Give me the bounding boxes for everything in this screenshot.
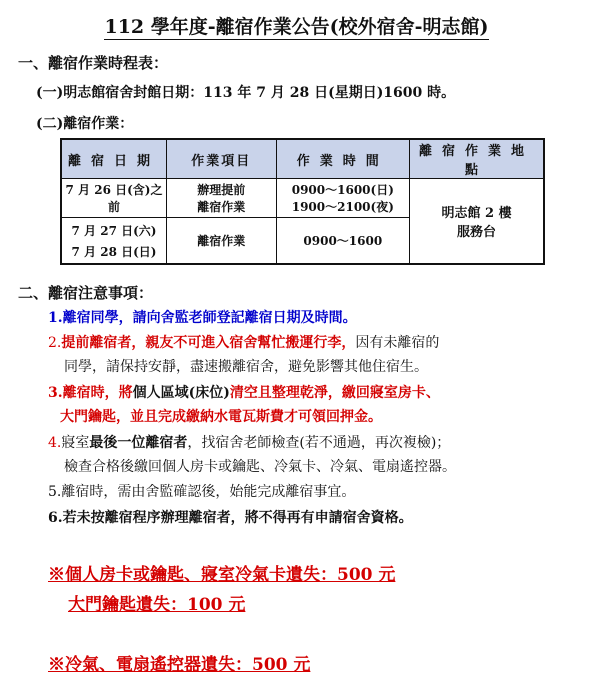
header-item: 作業項目 <box>167 139 276 179</box>
note-2: 2.提前離宿者，親友不可進入宿舍幫忙搬運行李，因有未離宿的 <box>48 335 440 351</box>
row1-date: 7 月 26 日(含)之前 <box>61 179 167 218</box>
note-1: 1.離宿同學，請向舍監老師登記離宿日期及時間。 <box>48 310 357 326</box>
note-3: 3.離宿時，將個人區域(床位)清空且整理乾淨，繳回寢室房卡、 <box>48 385 440 401</box>
closing-date: (一)明志館宿舍封館日期：113 年 7 月 28 日(星期日)1600 時。 <box>36 85 456 101</box>
note-5: 5.離宿時，需由舍監確認後，始能完成離宿事宜。 <box>48 484 356 500</box>
note-2-cont: 同學，請保持安靜，盡速搬離宿舍，避免影響其他住宿生。 <box>64 359 428 375</box>
row1-item: 辦理提前 離宿作業 <box>167 179 276 218</box>
schedule-table <box>60 138 545 265</box>
row2-item: 離宿作業 <box>167 218 276 265</box>
row2-date: 7 月 27 日(六) 7 月 28 日(日) <box>61 218 167 265</box>
fee-warning-1: ※個人房卡或鑰匙、寢室冷氣卡遺失：500 元 <box>48 565 396 585</box>
location-cell: 明志館 2 樓 服務台 <box>410 179 544 265</box>
row1-time: 0900～1600(日) 1900～2100(夜) <box>276 179 410 218</box>
page-title: 112 學年度-離宿作業公告(校外宿舍-明志館) <box>104 16 489 38</box>
section2-heading: 二、離宿注意事項： <box>18 284 154 302</box>
note-4: 4.寢室最後一位離宿者，找宿舍老師檢查(若不通過，再次複檢)； <box>48 435 451 451</box>
leaving-ops-label: (二)離宿作業： <box>36 116 134 132</box>
fee-warning-3: ※冷氣、電扇遙控器遺失：500 元 <box>48 655 311 675</box>
header-location: 離宿作業地點 <box>410 139 544 179</box>
header-date: 離宿日期 <box>61 139 167 179</box>
row2-time: 0900～1600 <box>276 218 410 265</box>
note-6: 6.若未按離宿程序辦理離宿者，將不得再有申請宿舍資格。 <box>48 510 413 526</box>
note-4-cont: 檢查合格後繳回個人房卡或鑰匙、冷氣卡、冷氣、電扇遙控器。 <box>64 459 456 475</box>
fee-warning-2: 大門鑰匙遺失：100 元 <box>68 595 246 615</box>
header-time: 作業時間 <box>276 139 410 179</box>
note-3-cont: 大門鑰匙，並且完成繳納水電瓦斯費才可領回押金。 <box>60 409 382 425</box>
section1-heading: 一、離宿作業時程表： <box>18 54 169 72</box>
